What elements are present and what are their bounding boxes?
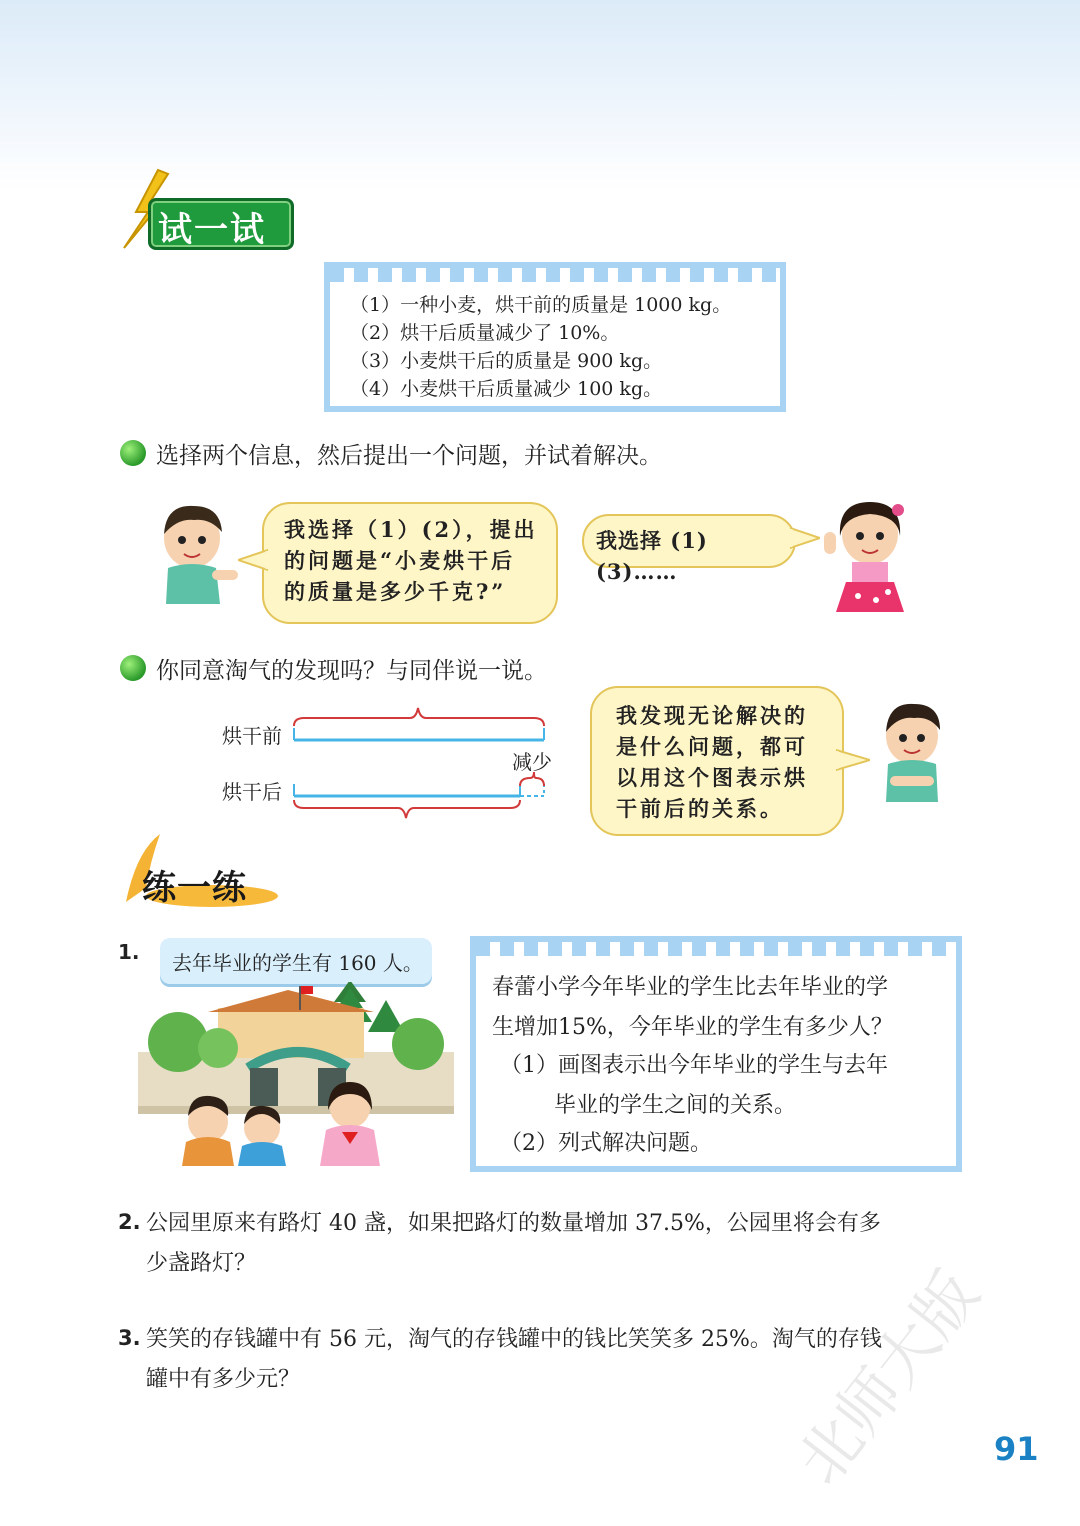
problem-box <box>470 936 962 1172</box>
bubble-tail <box>238 548 268 572</box>
bubble-line: 是什么问题，都可 <box>616 734 808 759</box>
girl-character-icon <box>818 496 918 616</box>
practice-section-title: 练一练 <box>142 868 247 908</box>
question-line: 少盏路灯？ <box>146 1251 257 1276</box>
watermark: 北师大版 <box>782 1257 994 1498</box>
after-brace <box>294 800 520 818</box>
sub-question-1-cont: 毕业的学生之间的关系。 <box>554 1093 797 1118</box>
instruction-text: 选择两个信息，然后提出一个问题，并试着解决。 <box>156 443 662 469</box>
diagram-label-reduce: 减少 <box>512 750 552 774</box>
bubble-line: 干前后的关系。 <box>616 796 784 821</box>
boy-speech-bubble <box>262 502 558 624</box>
practice-section-badge <box>116 832 281 912</box>
bubble-line: 的问题是“小麦烘干后 <box>284 548 516 573</box>
sub-question-2: （2）列式解决问题。 <box>500 1131 712 1156</box>
bubble-line: 以用这个图表示烘 <box>616 765 808 790</box>
bubble-line: 我选择（1）(2），提出 <box>284 517 538 542</box>
question-line: 笑笑的存钱罐中有 56 元，淘气的存钱罐中的钱比笑笑多 25%。淘气的存钱 <box>146 1327 882 1352</box>
page-number: 91 <box>994 1430 1039 1468</box>
green-bullet-icon <box>120 655 146 681</box>
instruction-text: 你同意淘气的发现吗？与同伴说一说。 <box>156 658 547 684</box>
try-section-title: 试一试 <box>158 210 266 250</box>
line-segment-diagram <box>290 706 552 822</box>
sign-text: 去年毕业的学生有 160 人。 <box>172 951 423 975</box>
question-number: 1. <box>118 940 140 964</box>
flag-icon <box>301 986 313 994</box>
bubble-line: 我选择 (1) (3)…… <box>596 528 708 584</box>
school-illustration <box>138 982 454 1166</box>
info-line: （4）小麦烘干后质量减少 100 kg。 <box>350 378 663 400</box>
bubble-tail <box>836 748 870 772</box>
girl-speech-bubble <box>582 514 796 584</box>
info-box <box>324 262 786 412</box>
question-number: 3. <box>118 1326 141 1350</box>
diagram-label-after: 烘干后 <box>222 780 282 804</box>
question-line: 公园里原来有路灯 40 盏，如果把路灯的数量增加 37.5%，公园里将会有多 <box>146 1211 881 1236</box>
notepad-binding <box>476 942 956 956</box>
taoqi-speech-bubble <box>590 686 844 836</box>
problem-line: 生增加15%，今年毕业的学生有多少人？ <box>492 1015 893 1040</box>
diagram-label-before: 烘干前 <box>222 724 282 748</box>
notepad-binding <box>330 268 780 282</box>
question-line: 罐中有多少元？ <box>146 1367 301 1392</box>
page-header-band <box>0 0 1080 190</box>
info-line: （2）烘干后质量减少了 10%。 <box>350 322 620 344</box>
bubble-line: 我发现无论解决的 <box>616 703 808 728</box>
problem-line: 春蕾小学今年毕业的学生比去年毕业的学 <box>492 975 889 1000</box>
info-line: （1）一种小麦，烘干前的质量是 1000 kg。 <box>350 294 732 316</box>
bubble-tail <box>790 526 820 550</box>
try-section-badge <box>118 168 293 250</box>
before-brace <box>294 708 544 726</box>
info-line: （3）小麦烘干后的质量是 900 kg。 <box>350 350 663 372</box>
green-bullet-icon <box>120 440 146 466</box>
bubble-line: 的质量是多少千克?” <box>284 579 507 604</box>
info-sign <box>160 938 432 984</box>
boy-character-icon <box>150 500 242 604</box>
question-number: 2. <box>118 1210 141 1234</box>
taoqi-character-icon <box>876 700 950 804</box>
sub-question-1: （1）画图表示出今年毕业的学生与去年 <box>500 1053 888 1078</box>
